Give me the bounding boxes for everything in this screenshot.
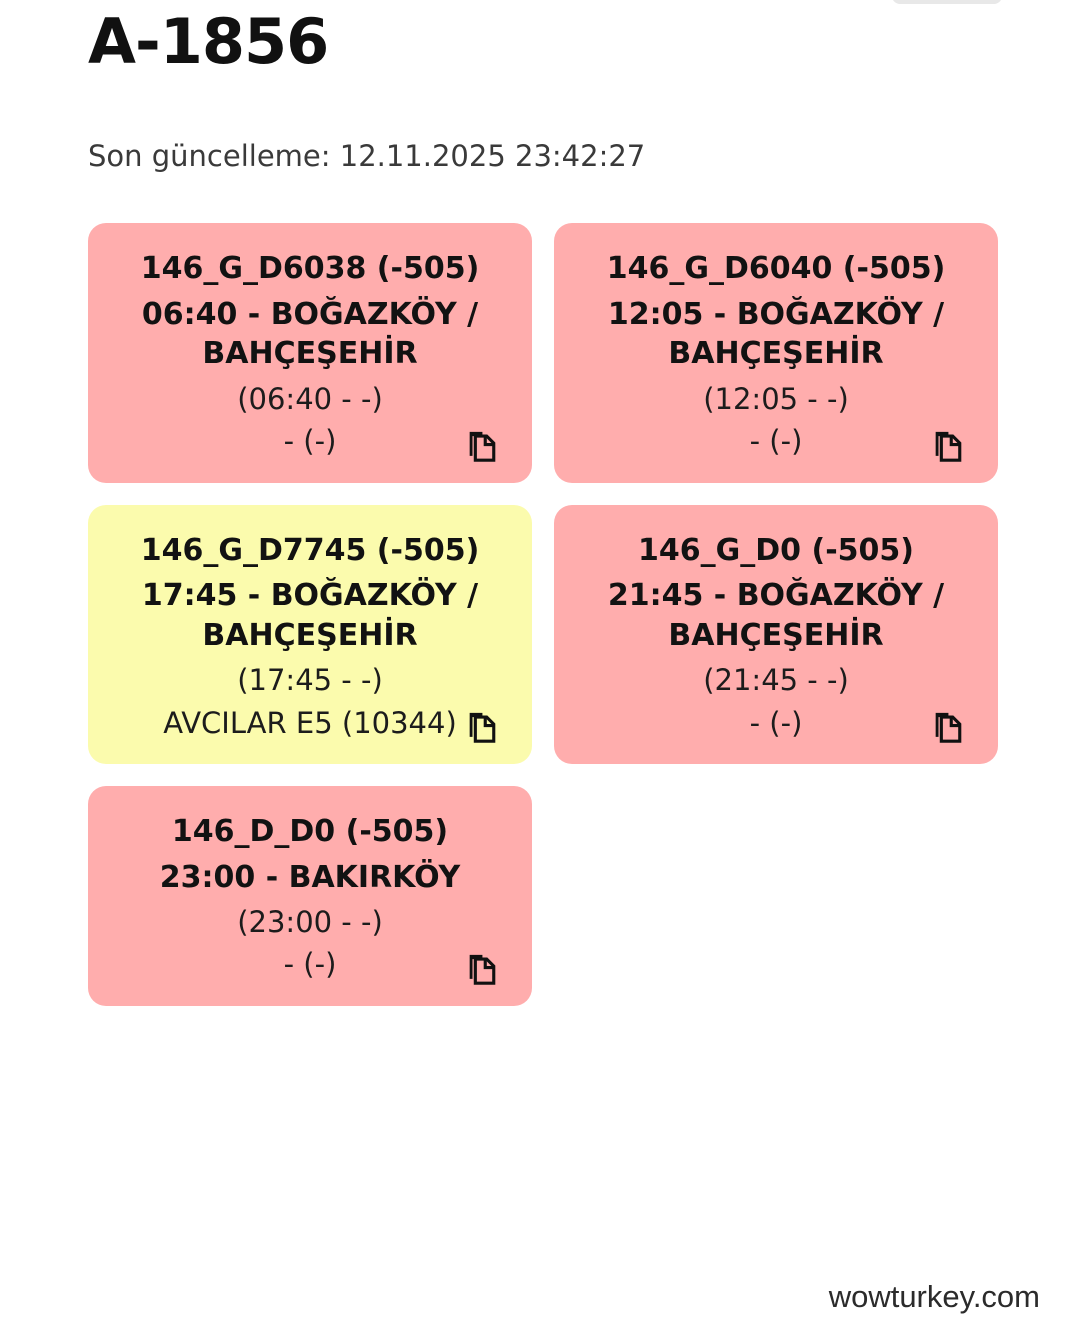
service-card[interactable] [554, 223, 998, 482]
service-route: 21:45 - BOĞAZKÖY / BAHÇEŞEHİR [607, 578, 945, 653]
copy-icon[interactable] [930, 429, 964, 463]
service-card[interactable] [88, 223, 532, 482]
service-code: 146_D_D0 (-505) [171, 813, 449, 849]
service-code: 146_G_D0 (-505) [638, 532, 914, 568]
page-title: A-1856 [88, 5, 329, 78]
service-code: 146_G_D6040 (-505) [606, 251, 946, 287]
service-times: (23:00 - -) [237, 905, 383, 940]
service-status: - (-) [749, 424, 803, 459]
service-route: 12:05 - BOĞAZKÖY / BAHÇEŞEHİR [607, 296, 945, 372]
service-status: - (-) [283, 947, 337, 982]
service-status: - (-) [283, 424, 337, 459]
last-update-label: Son güncelleme: 12.11.2025 23:42:27 [88, 139, 646, 174]
service-times: (21:45 - -) [703, 663, 849, 698]
service-route: 23:00 - BAKIRKÖY [159, 859, 461, 895]
watermark: wowturkey.com [828, 1279, 1040, 1314]
service-route: 06:40 - BOĞAZKÖY / BAHÇEŞEHİR [141, 296, 479, 372]
copy-icon[interactable] [930, 710, 964, 744]
service-times: (12:05 - -) [703, 382, 849, 417]
service-code: 146_G_D7745 (-505) [140, 532, 480, 568]
service-code: 146_G_D6038 (-505) [140, 251, 480, 287]
service-card[interactable] [88, 786, 532, 1006]
copy-icon[interactable] [464, 952, 498, 986]
service-route: 17:45 - BOĞAZKÖY / BAHÇEŞEHİR [141, 578, 479, 653]
status-bar-notch [892, 0, 1002, 4]
service-card-list [40, 223, 1000, 1005]
service-card[interactable] [88, 505, 532, 764]
copy-icon[interactable] [464, 429, 498, 463]
copy-icon[interactable] [464, 710, 498, 744]
service-times: (06:40 - -) [237, 382, 383, 417]
service-times: (17:45 - -) [237, 663, 383, 698]
service-card[interactable] [554, 505, 998, 764]
service-status: AVCILAR E5 (10344) [163, 705, 457, 740]
service-status: - (-) [749, 705, 803, 740]
